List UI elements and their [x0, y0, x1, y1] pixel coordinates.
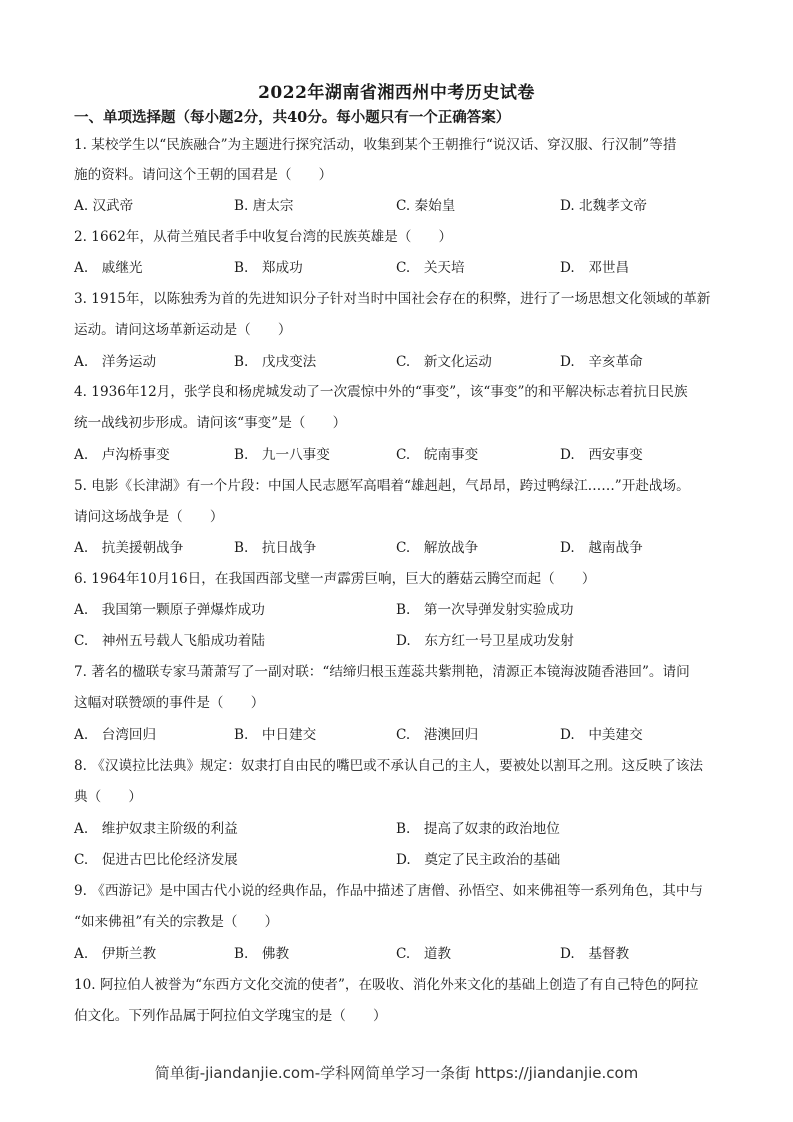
question-3-line-1: 3. 1915年，以陈独秀为首的先进知识分子针对当时中国社会存在的积弊，进行了一场思想文化领域的革新 [74, 291, 711, 307]
option-d: D. 中美建交 [560, 727, 643, 743]
question-5-options [74, 539, 724, 557]
question-8-options-row-1 [74, 820, 724, 838]
option-b: B. 中日建交 [234, 727, 317, 743]
question-7-line-1: 7. 著名的楹联专家马萧萧写了一副对联：“结缔归根玉莲蕊共紫荆艳，清源正本镜海波随香港回”。请问 [74, 664, 690, 680]
option-d: D. 西安事变 [560, 447, 643, 463]
option-d: D. 邓世昌 [560, 260, 630, 276]
option-d: D. 辛亥革命 [560, 354, 643, 370]
question-8-line-2: 典（ ） [74, 789, 142, 805]
option-c: C. 神州五号载人飞船成功着陆 [74, 633, 265, 649]
option-c: C. 新文化运动 [396, 354, 492, 370]
question-6-options-row-1 [74, 601, 724, 619]
option-c: C. 关天培 [396, 260, 465, 276]
option-a: A. 台湾回归 [74, 727, 157, 743]
option-b: B. 九一八事变 [234, 447, 330, 463]
option-a: A. 伊斯兰教 [74, 946, 157, 962]
question-1-line-2: 施的资料。请问这个王朝的国君是（ ） [74, 167, 333, 183]
option-b: B. 佛教 [234, 946, 290, 962]
question-2-options [74, 259, 724, 277]
question-3-line-2: 运动。请问这场革新运动是（ ） [74, 322, 292, 338]
question-3-options [74, 353, 724, 371]
question-8-options-row-2 [74, 851, 724, 869]
option-d: D. 北魏孝文帝 [560, 198, 648, 214]
option-a: A. 戚继光 [74, 260, 143, 276]
footer-watermark: 简单街-jiandanjie.com-学科网简单学习一条街 https://jiandanjie.com [154, 1064, 639, 1082]
question-2-line-1: 2. 1662年，从荷兰殖民者手中收复台湾的民族英雄是（ ） [74, 229, 453, 245]
question-7-options [74, 726, 724, 744]
option-b: B. 抗日战争 [234, 540, 317, 556]
option-b: B. 郑成功 [234, 260, 303, 276]
question-6-line-1: 6. 1964年10月16日，在我国西部戈壁一声霹雳巨响，巨大的蘑菇云腾空而起（ ） [74, 571, 596, 587]
question-9-options [74, 945, 724, 963]
option-c: C. 皖南事变 [396, 447, 479, 463]
question-4-options [74, 446, 724, 464]
option-b: B. 唐太宗 [234, 198, 294, 214]
question-4-line-2: 统一战线初步形成。请问该“事变”是（ ） [74, 415, 347, 431]
option-d: D. 基督教 [560, 946, 630, 962]
question-10-line-2: 伯文化。下列作品属于阿拉伯文学瑰宝的是（ ） [74, 1008, 387, 1024]
option-d: D. 东方红一号卫星成功发射 [396, 633, 574, 649]
option-c: C. 促进古巴比伦经济发展 [74, 852, 238, 868]
question-9-line-1: 9. 《西游记》是中国古代小说的经典作品，作品中描述了唐僧、孙悟空、如来佛祖等一系列角色，其中与 [74, 883, 704, 899]
option-a: A. 维护奴隶主阶级的利益 [74, 821, 238, 837]
question-5-line-2: 请问这场战争是（ ） [74, 509, 224, 525]
option-c: C. 解放战争 [396, 540, 479, 556]
option-a: A. 抗美援朝战争 [74, 540, 184, 556]
option-b: B. 第一次导弹发射实验成功 [396, 602, 574, 618]
option-b: B. 戊戌变法 [234, 354, 317, 370]
question-1-options [74, 197, 724, 215]
option-c: C. 秦始皇 [396, 198, 456, 214]
option-a: A. 洋务运动 [74, 354, 157, 370]
option-a: A. 汉武帝 [74, 198, 134, 214]
question-1-line-1: 1. 某校学生以“民族融合”为主题进行探究活动，收集到某个王朝推行“说汉话、穿汉服、行汉制”等措 [74, 137, 677, 153]
option-d: D. 越南战争 [560, 540, 643, 556]
option-c: C. 道教 [396, 946, 452, 962]
question-4-line-1: 4. 1936年12月，张学良和杨虎城发动了一次震惊中外的“事变”，该“事变”的和平解决标志着抗日民族 [74, 384, 688, 400]
section-heading: 一、单项选择题（每小题2分，共40分。每小题只有一个正确答案） [74, 109, 511, 126]
question-9-line-2: “如来佛祖”有关的宗教是（ ） [74, 914, 279, 930]
question-10-line-1: 10. 阿拉伯人被誉为“东西方文化交流的使者”，在吸收、消化外来文化的基础上创造了有自己特色的阿拉 [74, 977, 699, 993]
question-6-options-row-2 [74, 632, 724, 650]
option-c: C. 港澳回归 [396, 727, 479, 743]
question-8-line-1: 8. 《汉谟拉比法典》规定：奴隶打自由民的嘴巴或不承认自己的主人，要被处以割耳之刑。这反映了该法 [74, 758, 704, 774]
option-d: D. 奠定了民主政治的基础 [396, 852, 561, 868]
option-a: A. 我国第一颗原子弹爆炸成功 [74, 602, 265, 618]
question-5-line-1: 5. 电影《长津湖》有一个片段：中国人民志愿军高唱着“雄赳赳，气昂昂，跨过鸭绿江……”开赴战场。 [74, 478, 690, 494]
option-a: A. 卢沟桥事变 [74, 447, 170, 463]
option-b: B. 提高了奴隶的政治地位 [396, 821, 560, 837]
question-7-line-2: 这幅对联赞颂的事件是（ ） [74, 695, 265, 711]
page-title: 2022年湖南省湘西州中考历史试卷 [258, 83, 535, 103]
